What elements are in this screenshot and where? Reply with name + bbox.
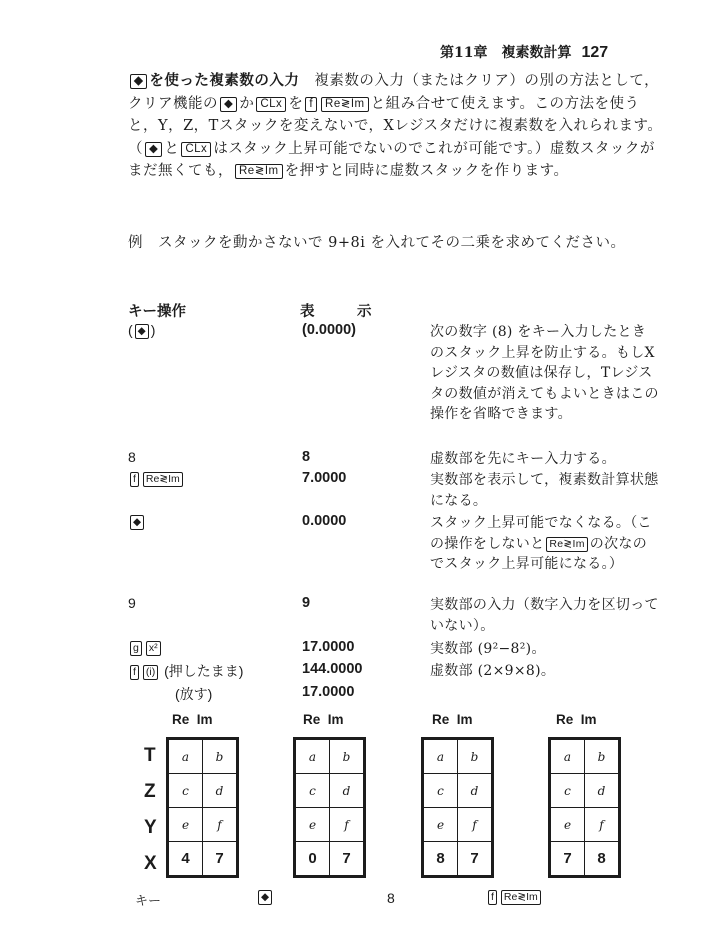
step-description: 実数部の入力（数字入力を区切っていない）。 bbox=[430, 597, 659, 634]
step-description bbox=[430, 513, 660, 575]
stack-cell-x: 4 bbox=[169, 842, 203, 876]
keystrokes-header: キー操作 bbox=[128, 303, 186, 320]
stack-cell-x: 7 bbox=[551, 842, 585, 876]
intro-text: を bbox=[288, 95, 304, 112]
back-arrow-key-icon: ◆ bbox=[130, 515, 144, 530]
key-note: (押したまま) bbox=[164, 663, 244, 679]
display-value: 8 bbox=[302, 449, 311, 465]
stack-3-header bbox=[432, 712, 473, 727]
register-label-z: Z bbox=[144, 781, 156, 802]
stack-cell: b bbox=[203, 740, 237, 774]
im-label: Im bbox=[456, 712, 473, 727]
stack-cell: d bbox=[458, 774, 492, 808]
stack-4-header bbox=[556, 712, 597, 727]
intro-text: 複素数の入力（またはクリア）の別の方法として，クリア機能の bbox=[128, 73, 660, 112]
description-text: の次なのでスタック上昇可能になる。） bbox=[430, 535, 647, 572]
stack-cell: e bbox=[296, 808, 330, 842]
stack-cell-x: 0 bbox=[296, 842, 330, 876]
stack-cell: b bbox=[330, 740, 364, 774]
re-im-key: Re≷Im bbox=[143, 472, 183, 487]
step-description: 次の数字 (8) をキー入力したときのスタック上昇を防止する。もしXレジスタの数値は保存し，Tレジスタの数値が消えてもよいときはこの操作を省略できます。 bbox=[430, 324, 659, 422]
register-label-y: Y bbox=[144, 817, 157, 838]
stack-diagram-2 bbox=[293, 737, 366, 878]
intro-text: か bbox=[239, 95, 255, 112]
example-paragraph bbox=[128, 232, 668, 255]
example-text: スタックを動かさないで 9+8i を入れてその二乗を求めてください。 bbox=[143, 235, 626, 251]
intro-text: を押すと同時に虚数スタックを作ります。 bbox=[284, 163, 569, 179]
page-header bbox=[440, 42, 680, 62]
intro-text: と bbox=[164, 140, 180, 157]
stack-cell: d bbox=[330, 774, 364, 808]
stack-diagram-4 bbox=[548, 737, 621, 878]
key-note: (放す) bbox=[175, 686, 213, 702]
display-value: 17.0000 bbox=[302, 639, 355, 655]
re-label: Re bbox=[172, 712, 190, 727]
stack-cell: d bbox=[203, 774, 237, 808]
display-value: 9 bbox=[302, 595, 311, 611]
example-label: 例 bbox=[128, 235, 143, 251]
im-label: Im bbox=[327, 712, 344, 727]
intro-paragraph bbox=[128, 70, 668, 183]
register-label-t: T bbox=[144, 745, 156, 766]
step-description: 虚数部 (2×9×8)。 bbox=[430, 663, 556, 679]
bottom-key-2: 8 bbox=[387, 890, 395, 906]
back-arrow-key-icon: ◆ bbox=[130, 74, 147, 89]
stack-cell: c bbox=[169, 774, 203, 808]
stack-cell: f bbox=[330, 808, 364, 842]
re-im-key: Re≷Im bbox=[235, 164, 283, 179]
f-key: f bbox=[488, 890, 497, 905]
clx-key: CLx bbox=[256, 97, 286, 112]
im-label: Im bbox=[580, 712, 597, 727]
stack-cell: c bbox=[296, 774, 330, 808]
stack-cell: e bbox=[169, 808, 203, 842]
display-value: 17.0000 bbox=[302, 684, 355, 700]
keystroke: 9 bbox=[128, 595, 136, 611]
stack-cell: b bbox=[585, 740, 619, 774]
stack-cell: a bbox=[424, 740, 458, 774]
stack-cell: f bbox=[458, 808, 492, 842]
stack-cell: e bbox=[424, 808, 458, 842]
g-key: g bbox=[130, 641, 142, 656]
stack-cell-x: 8 bbox=[585, 842, 619, 876]
back-arrow-key-icon: ◆ bbox=[258, 890, 272, 905]
stack-cell: e bbox=[551, 808, 585, 842]
intro-heading: を使った複素数の入力 bbox=[149, 72, 300, 89]
re-label: Re bbox=[556, 712, 574, 727]
bottom-key-1 bbox=[256, 890, 274, 905]
register-label-x: X bbox=[144, 853, 157, 874]
stack-cell: f bbox=[585, 808, 619, 842]
step-description: 虚数部を先にキー入力する。 bbox=[430, 451, 616, 467]
display-value: (0.0000) bbox=[302, 322, 357, 338]
stack-cell: a bbox=[169, 740, 203, 774]
back-arrow-key-icon: ◆ bbox=[145, 142, 162, 157]
step-description: 実数部 (9²−8²)。 bbox=[430, 641, 546, 657]
stack-cell: c bbox=[424, 774, 458, 808]
stack-cell: b bbox=[458, 740, 492, 774]
i-key: (i) bbox=[143, 665, 158, 680]
re-label: Re bbox=[432, 712, 450, 727]
stack-1-header bbox=[172, 712, 213, 727]
f-key: f bbox=[130, 472, 139, 487]
intro-text: と組み合せて使えます。この方法を使うと，Y，Z，Tスタックを変えないで，Xレジスタだけに複素数を入れられます。（ bbox=[128, 95, 663, 157]
key-paren: ( bbox=[128, 322, 133, 338]
stack-diagram-3 bbox=[421, 737, 494, 878]
keystroke: 8 bbox=[128, 449, 136, 465]
back-arrow-key-icon: ◆ bbox=[220, 97, 237, 112]
key-paren: ) bbox=[150, 322, 156, 338]
back-arrow-key-icon: ◆ bbox=[135, 324, 149, 339]
stack-cell-x: 7 bbox=[458, 842, 492, 876]
f-key: f bbox=[130, 665, 139, 680]
stack-2-header bbox=[303, 712, 344, 727]
re-label: Re bbox=[303, 712, 321, 727]
step-description: 実数部を表示して，複素数計算状態になる。 bbox=[430, 472, 659, 509]
chapter-title: 第11章 複素数計算 bbox=[440, 45, 572, 61]
x-squared-key: x² bbox=[146, 641, 161, 656]
stack-cell: f bbox=[203, 808, 237, 842]
stack-cell: c bbox=[551, 774, 585, 808]
display-value: 144.0000 bbox=[302, 661, 363, 677]
stack-cell: a bbox=[296, 740, 330, 774]
stack-cell: a bbox=[551, 740, 585, 774]
stack-cell-x: 7 bbox=[330, 842, 364, 876]
display-value: 0.0000 bbox=[302, 513, 347, 529]
re-im-key: Re≷Im bbox=[321, 97, 369, 112]
stack-diagram-1 bbox=[166, 737, 239, 878]
display-value: 7.0000 bbox=[302, 470, 347, 486]
clx-key: CLx bbox=[181, 142, 211, 157]
stack-cell-x: 7 bbox=[203, 842, 237, 876]
im-label: Im bbox=[196, 712, 213, 727]
re-im-key: Re≷Im bbox=[501, 890, 541, 905]
re-im-key: Re≷Im bbox=[546, 537, 587, 552]
bottom-key-3 bbox=[486, 890, 543, 905]
bottom-key-label: キー bbox=[135, 894, 162, 909]
f-key: f bbox=[305, 97, 317, 112]
description-text: スタック上昇可能でなくなる。（この操作をしないと bbox=[430, 515, 652, 552]
display-header: 表 示 bbox=[300, 303, 386, 320]
stack-cell-x: 8 bbox=[424, 842, 458, 876]
intro-text: はスタック上昇可能でないのでこれが可能です。）虚数スタックがまだ無くても， bbox=[128, 140, 655, 179]
stack-cell: d bbox=[585, 774, 619, 808]
page-number: 127 bbox=[581, 44, 609, 61]
